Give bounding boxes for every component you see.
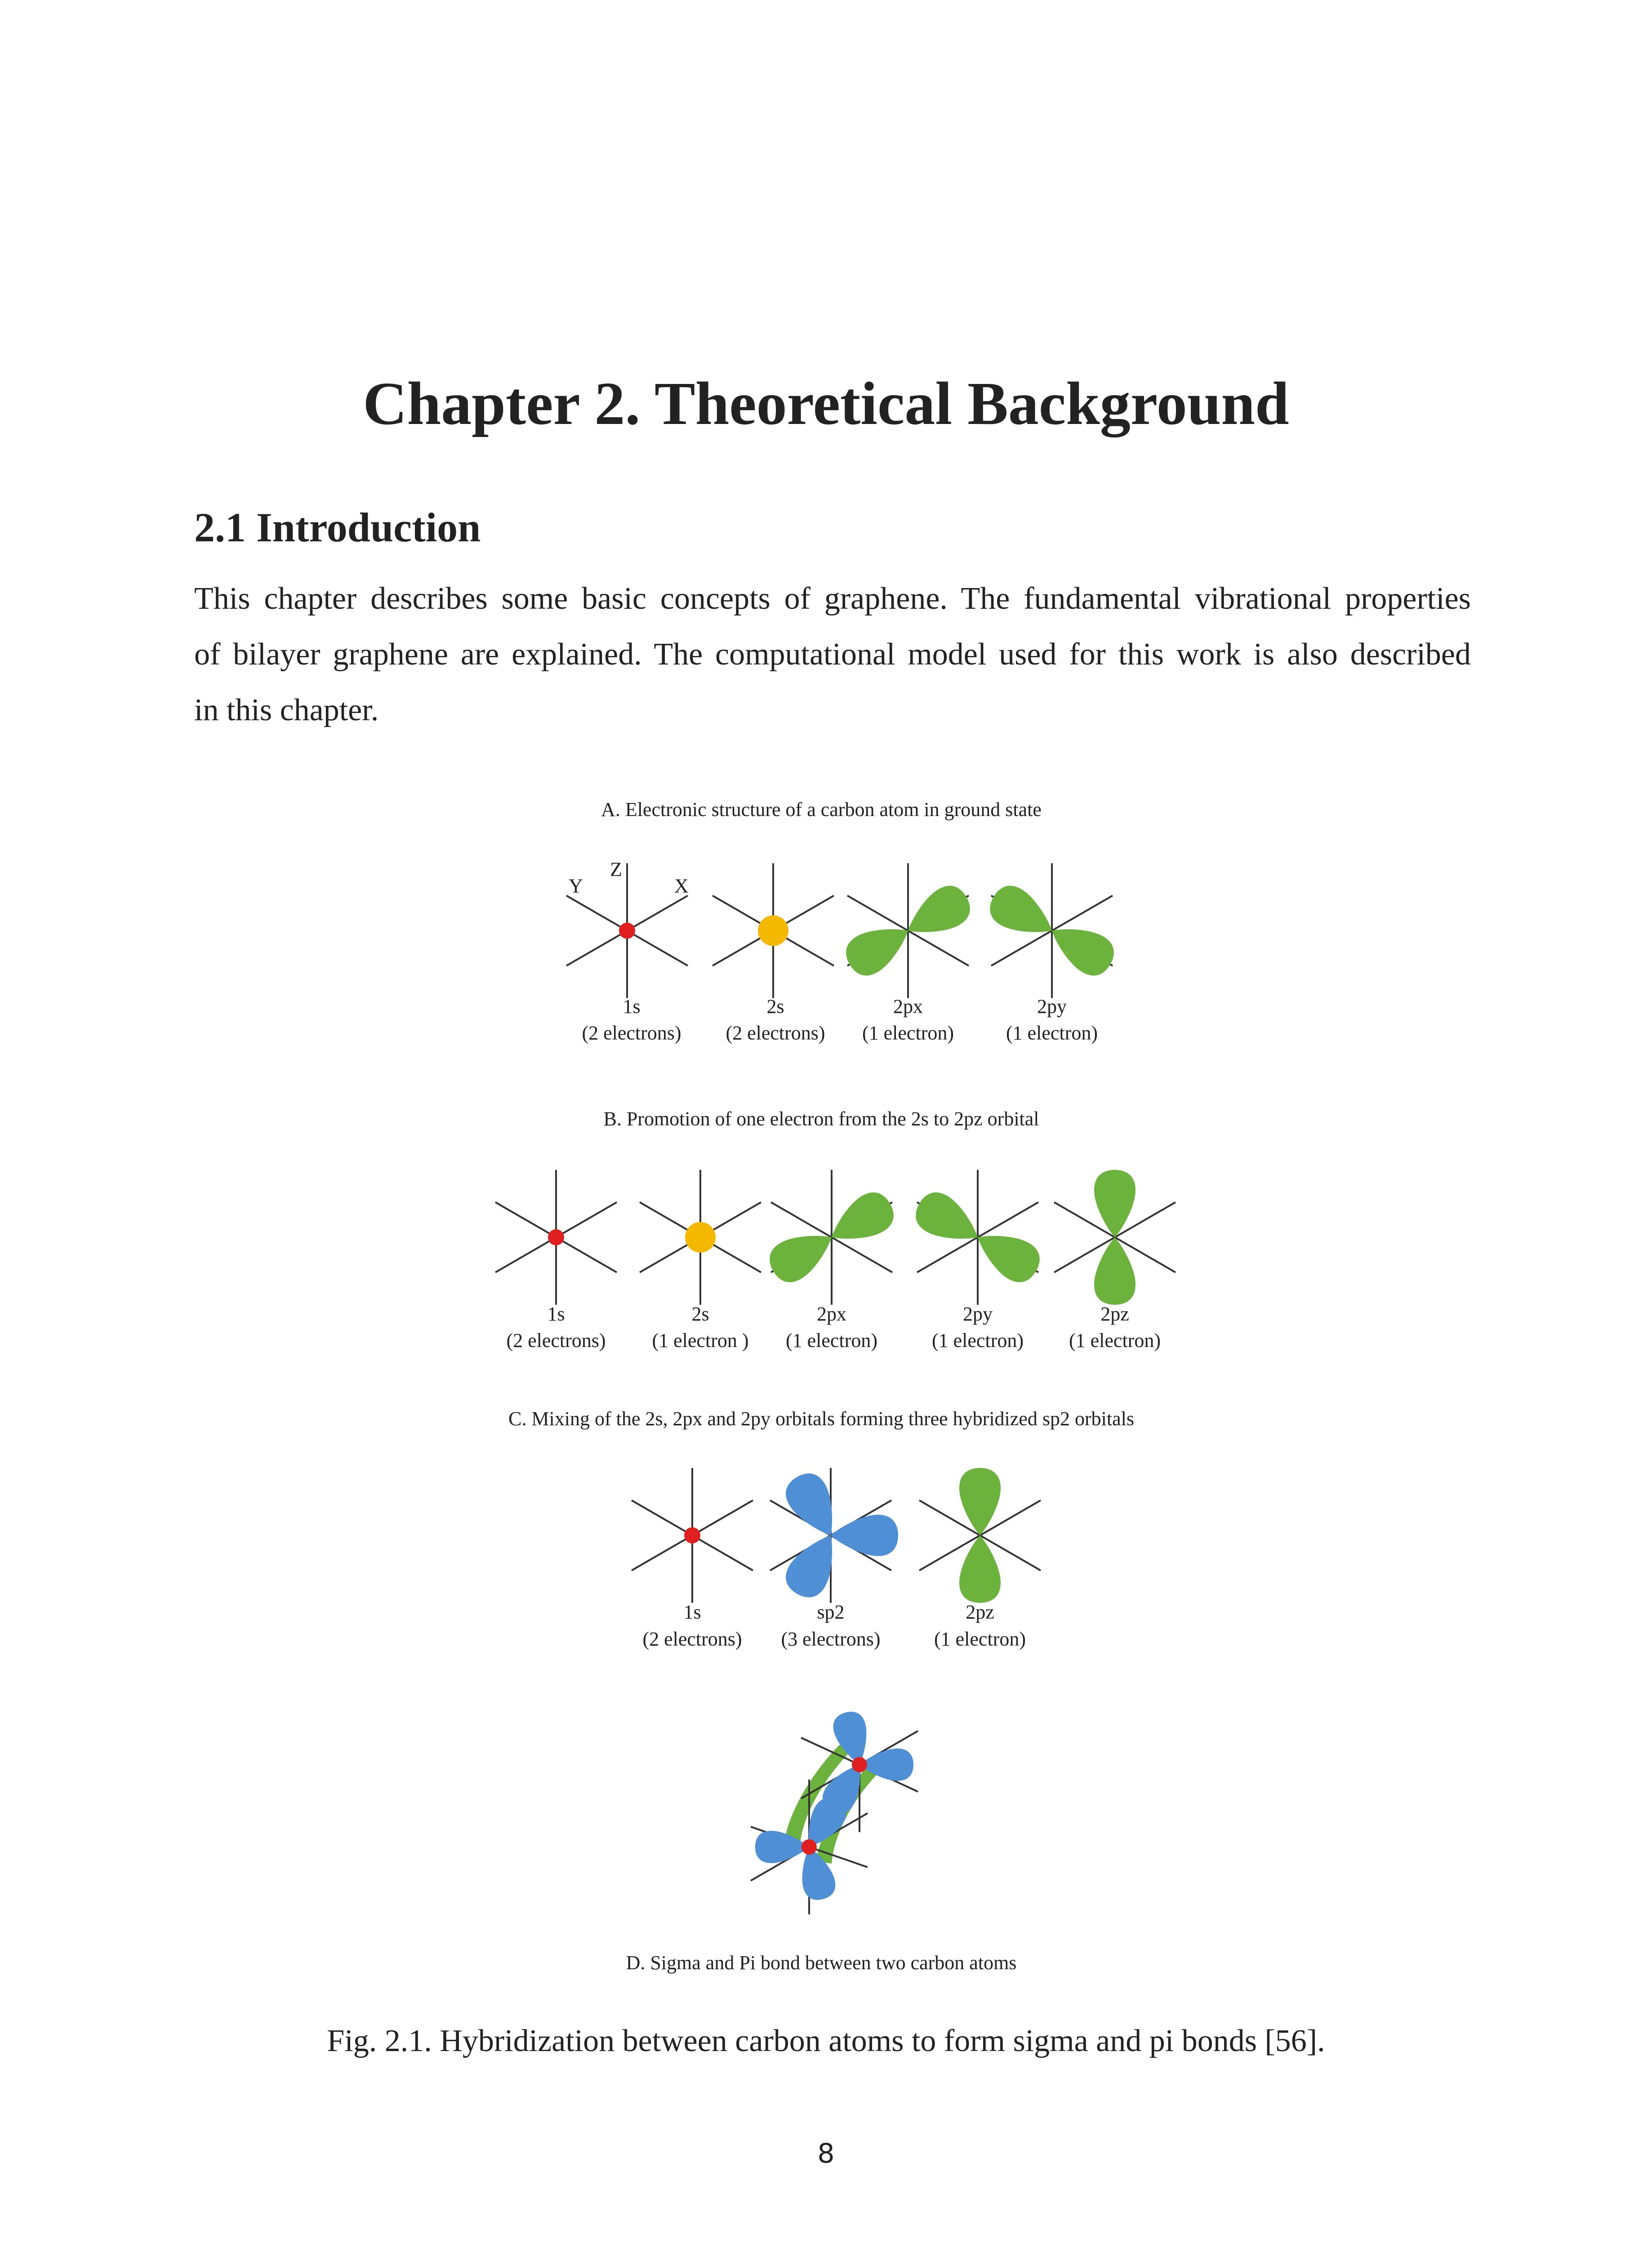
figure-canvas [0,764,1652,1992]
section-heading: 2.1 Introduction [194,504,481,550]
axis-label-z: Z [610,858,622,880]
s-orbital-sphere [685,1222,716,1253]
panel-d-bond-diagram [751,1708,918,1914]
electron-count: (1 electron ) [652,1329,749,1351]
p-orbital-lobe [839,913,918,982]
electron-count: (1 electron) [786,1329,877,1351]
electron-count: (2 electrons) [506,1329,606,1351]
orbital-label: 1s [547,1303,565,1325]
p-orbital-lobe [983,879,1062,949]
nucleus-dot [619,923,635,939]
panel-c-2pz-diagram [919,1468,1041,1603]
figure-caption: Fig. 2.1. Hybridization between carbon atoms to form sigma and pi bonds [56]. [327,2024,1325,2058]
nucleus-dot [548,1229,564,1245]
orbital-label: 1s [623,995,641,1017]
electron-count: (1 electron) [932,1329,1024,1351]
orbital-label: 2s [691,1303,709,1325]
electron-count: (3 electrons) [781,1628,881,1650]
electron-count: (2 electrons) [582,1022,681,1044]
panel-a-2px-diagram [839,863,977,998]
intro-paragraph [194,571,1471,738]
electron-count: (2 electrons) [726,1022,825,1044]
p-orbital-lobe [959,1468,1001,1535]
page-number: 8 [817,2138,835,2169]
panel-b-title: B. Promotion of one electron from the 2s to 2pz orbital [603,1108,1039,1130]
panel-a-2py-diagram [983,863,1121,998]
panel-a-2s-diagram [712,863,834,998]
p-orbital-lobe [1094,1237,1135,1305]
nucleus-dot [802,1839,817,1855]
panel-a-title: A. Electronic structure of a carbon atom in ground state [601,798,1042,821]
intro-line: This chapter describes some basic concepts of graphene. The fundamental vibrational properties [194,581,1471,616]
axis-label-y: Y [569,875,583,897]
panel-b-1s-diagram [495,1170,617,1305]
panel-b-2pz-diagram [1054,1170,1176,1305]
orbital-hybridization-figure [0,764,1652,1992]
p-orbital-lobe [763,1219,842,1289]
intro-line: in this chapter. [194,693,379,727]
electron-count: (2 electrons) [642,1628,742,1650]
axis-label-x: X [674,875,689,897]
p-orbital-lobe [967,1219,1046,1289]
intro-line: of bilayer graphene are explained. The computational model used for this work is also described [194,637,1471,672]
panel-b-2s-diagram [640,1170,761,1305]
orbital-label: 2pz [966,1601,994,1623]
electron-count: (1 electron) [934,1628,1026,1650]
panel-a-1s-diagram [566,863,688,998]
orbital-label: 1s [683,1601,701,1623]
p-orbital-lobe [821,1186,900,1255]
orbital-label: 2px [817,1303,846,1325]
p-orbital-lobe [959,1535,1001,1603]
chapter-title: Chapter 2. Theoretical Background [363,370,1289,437]
electron-count: (1 electron) [862,1022,954,1044]
orbital-label: sp2 [817,1601,845,1623]
p-orbital-lobe [898,879,977,949]
s-orbital-sphere [758,915,788,946]
panel-b-2px-diagram [763,1170,900,1305]
orbital-label: 2px [893,995,923,1017]
electron-count: (1 electron) [1006,1022,1098,1044]
p-orbital-lobe [1042,913,1121,982]
p-orbital-lobe [1094,1170,1135,1237]
panel-c-title: C. Mixing of the 2s, 2px and 2py orbitals forming three hybridized sp2 orbitals [508,1408,1134,1430]
electron-count: (1 electron) [1069,1329,1161,1351]
panel-b-2py-diagram [909,1170,1046,1305]
panel-c-sp2-diagram [770,1467,898,1604]
orbital-label: 2py [963,1303,993,1325]
orbital-label: 2pz [1100,1303,1129,1325]
nucleus-dot [684,1527,700,1543]
orbital-label: 2s [766,995,784,1017]
orbital-label: 2py [1037,995,1067,1017]
p-orbital-lobe [909,1186,988,1255]
panel-c-1s-diagram [632,1468,753,1603]
panel-d-title: D. Sigma and Pi bond between two carbon atoms [626,1952,1017,1974]
nucleus-dot [852,1757,867,1772]
sp2-orbital-lobe [831,1515,898,1556]
